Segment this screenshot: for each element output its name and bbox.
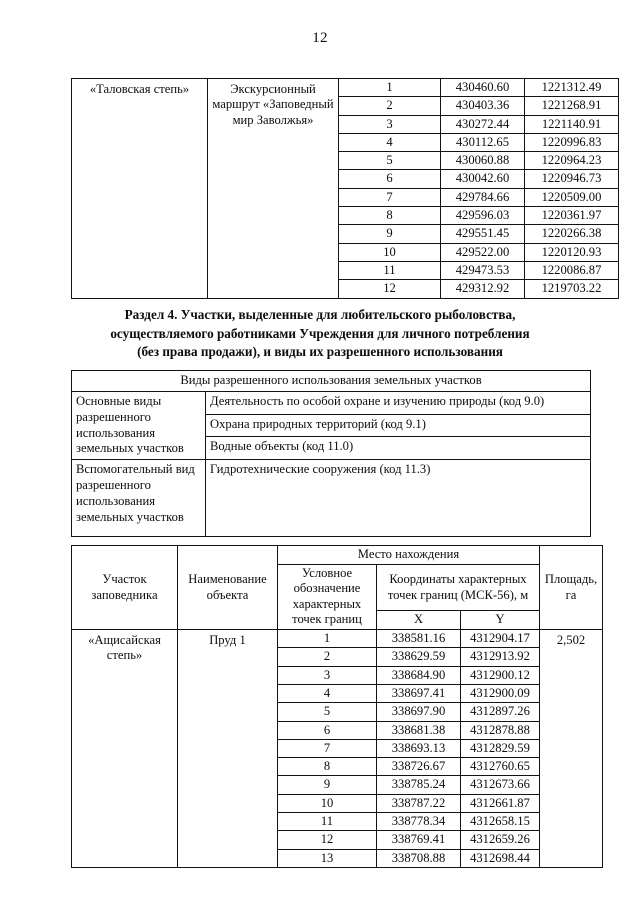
object-name-cell: Пруд 1 <box>178 630 278 868</box>
coordinate-x-cell: 338684.90 <box>377 666 461 684</box>
section-heading-line-2: осуществляемого работниками Учреждения для личного потребления <box>110 325 530 341</box>
coordinate-y-cell: 4312900.12 <box>461 666 540 684</box>
point-index-cell: 4 <box>339 133 441 151</box>
point-index-cell: 7 <box>339 188 441 206</box>
table-header-row <box>72 371 591 392</box>
coordinate-x-cell: 430403.36 <box>441 97 525 115</box>
section-heading <box>60 306 580 362</box>
coordinate-x-cell: 430112.65 <box>441 133 525 151</box>
coordinate-y-cell: 1219703.22 <box>525 280 619 298</box>
permitted-use-table-body <box>72 371 591 537</box>
coordinate-x-cell: 338629.59 <box>377 648 461 666</box>
coordinate-y-cell: 1220996.83 <box>525 133 619 151</box>
table-row <box>72 630 603 648</box>
coordinate-x-cell: 429551.45 <box>441 225 525 243</box>
coordinate-y-cell: 4312659.26 <box>461 831 540 849</box>
coordinate-y-cell: 1221140.91 <box>525 115 619 133</box>
point-index-cell: 2 <box>339 97 441 115</box>
use-item-cell: Деятельность по особой охране и изучению природы (код 9.0) <box>206 391 591 414</box>
section-heading-line-1: Раздел 4. Участки, выделенные для любительского рыболовства, <box>124 307 516 322</box>
header-site-cell: Участок заповедника <box>72 546 178 630</box>
permitted-use-table-container <box>71 370 591 537</box>
coordinate-x-cell: 429596.03 <box>441 207 525 225</box>
coordinate-x-cell: 430272.44 <box>441 115 525 133</box>
coordinate-x-cell: 338708.88 <box>377 849 461 867</box>
coordinate-x-cell: 429784.66 <box>441 188 525 206</box>
point-index-cell: 11 <box>339 261 441 279</box>
point-index-cell: 7 <box>278 739 377 757</box>
point-index-cell: 12 <box>278 831 377 849</box>
coordinate-x-cell: 338785.24 <box>377 776 461 794</box>
point-index-cell: 8 <box>278 758 377 776</box>
point-index-cell: 10 <box>278 794 377 812</box>
point-index-cell: 6 <box>278 721 377 739</box>
fishing-plots-table-container <box>71 545 603 868</box>
header-coords-group-cell: Координаты характерных точек границ (МСК-56), м <box>377 564 540 611</box>
header-object-cell: Наименование объекта <box>178 546 278 630</box>
coordinate-y-cell: 1221268.91 <box>525 97 619 115</box>
coordinate-x-cell: 338697.90 <box>377 703 461 721</box>
excursion-route-table-container <box>71 78 619 299</box>
point-index-cell: 4 <box>278 684 377 702</box>
header-area-cell: Площадь, га <box>540 546 603 630</box>
point-index-cell: 12 <box>339 280 441 298</box>
table-header-row <box>72 546 603 565</box>
use-item-cell: Водные объекты (код 11.0) <box>206 437 591 460</box>
use-kind-cell: Вспомогательный вид разрешенного использования земельных участков <box>72 460 206 537</box>
site-name-cell: «Ащисайская степь» <box>72 630 178 868</box>
coordinate-x-cell: 429473.53 <box>441 261 525 279</box>
coordinate-x-cell: 338726.67 <box>377 758 461 776</box>
coordinate-y-cell: 4312698.44 <box>461 849 540 867</box>
coordinate-y-cell: 4312904.17 <box>461 630 540 648</box>
page-number: 12 <box>312 30 328 46</box>
table-row <box>72 391 591 414</box>
coordinate-y-cell: 1220946.73 <box>525 170 619 188</box>
fishing-plots-table <box>71 545 603 868</box>
coordinate-y-cell: 1221312.49 <box>525 79 619 97</box>
coordinate-y-cell: 1220266.38 <box>525 225 619 243</box>
coordinate-y-cell: 4312658.15 <box>461 813 540 831</box>
point-index-cell: 8 <box>339 207 441 225</box>
coordinate-y-cell: 4312913.92 <box>461 648 540 666</box>
header-x-cell: X <box>377 611 461 630</box>
coordinate-x-cell: 338778.34 <box>377 813 461 831</box>
point-index-cell: 10 <box>339 243 441 261</box>
point-index-cell: 13 <box>278 849 377 867</box>
coordinate-y-cell: 4312900.09 <box>461 684 540 702</box>
site-name-cell: «Таловская степь» <box>72 79 208 299</box>
coordinate-x-cell: 430060.88 <box>441 152 525 170</box>
header-location-group-cell: Место нахождения <box>278 546 540 565</box>
coordinate-y-cell: 1220509.00 <box>525 188 619 206</box>
table-row <box>72 79 619 97</box>
header-point-label-cell: Условное обозначение характерных точек границ <box>278 564 377 629</box>
point-index-cell: 2 <box>278 648 377 666</box>
point-index-cell: 3 <box>278 666 377 684</box>
object-name-cell: Экскурсионный маршрут «Заповедный мир Заволжья» <box>208 79 339 299</box>
coordinate-x-cell: 338693.13 <box>377 739 461 757</box>
coordinate-y-cell: 4312829.59 <box>461 739 540 757</box>
point-index-cell: 9 <box>339 225 441 243</box>
coordinate-x-cell: 429522.00 <box>441 243 525 261</box>
coordinate-x-cell: 338681.38 <box>377 721 461 739</box>
use-item-cell: Гидротехнические сооружения (код 11.3) <box>206 460 591 537</box>
coordinate-y-cell: 4312661.87 <box>461 794 540 812</box>
table-row <box>72 460 591 537</box>
coordinate-y-cell: 1220120.93 <box>525 243 619 261</box>
area-value-cell: 2,502 <box>540 630 603 868</box>
header-y-cell: Y <box>461 611 540 630</box>
coordinate-y-cell: 4312673.66 <box>461 776 540 794</box>
coordinate-x-cell: 338769.41 <box>377 831 461 849</box>
point-index-cell: 6 <box>339 170 441 188</box>
fishing-plots-table-body <box>72 546 603 868</box>
point-index-cell: 5 <box>339 152 441 170</box>
coordinate-x-cell: 338787.22 <box>377 794 461 812</box>
excursion-route-table <box>71 78 619 299</box>
point-index-cell: 3 <box>339 115 441 133</box>
coordinate-y-cell: 1220361.97 <box>525 207 619 225</box>
point-index-cell: 5 <box>278 703 377 721</box>
point-index-cell: 11 <box>278 813 377 831</box>
permitted-use-title-cell: Виды разрешенного использования земельных участков <box>72 371 591 392</box>
coordinate-x-cell: 430460.60 <box>441 79 525 97</box>
use-item-cell: Охрана природных территорий (код 9.1) <box>206 414 591 437</box>
point-index-cell: 1 <box>339 79 441 97</box>
section-heading-line-3: (без права продажи), и виды их разрешенного использования <box>137 344 503 360</box>
point-index-cell: 1 <box>278 630 377 648</box>
coordinate-x-cell: 430042.60 <box>441 170 525 188</box>
coordinate-y-cell: 1220086.87 <box>525 261 619 279</box>
coordinate-y-cell: 4312897.26 <box>461 703 540 721</box>
coordinate-y-cell: 4312760.65 <box>461 758 540 776</box>
coordinate-y-cell: 4312878.88 <box>461 721 540 739</box>
coordinate-x-cell: 429312.92 <box>441 280 525 298</box>
point-index-cell: 9 <box>278 776 377 794</box>
excursion-route-table-body <box>72 79 619 299</box>
permitted-use-table <box>71 370 591 537</box>
use-kind-cell: Основные виды разрешенного использования земельных участков <box>72 391 206 459</box>
coordinate-x-cell: 338581.16 <box>377 630 461 648</box>
coordinate-y-cell: 1220964.23 <box>525 152 619 170</box>
coordinate-x-cell: 338697.41 <box>377 684 461 702</box>
